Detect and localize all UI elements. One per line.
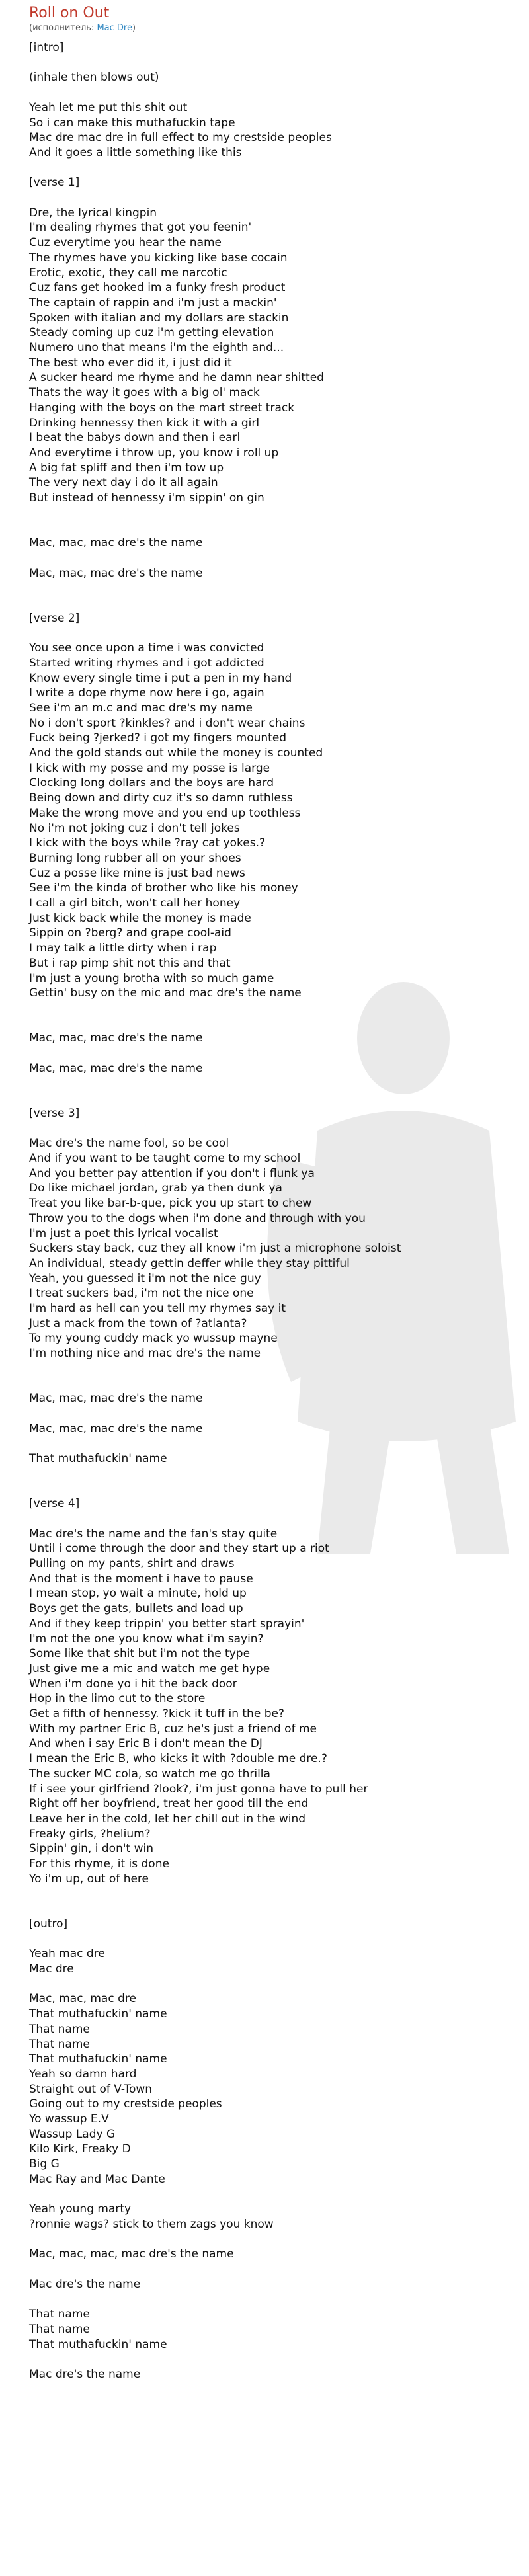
song-title: Roll on Out bbox=[29, 5, 110, 21]
song-header bbox=[0, 0, 529, 34]
performer-line bbox=[29, 22, 529, 34]
artist-link[interactable]: Mac Dre bbox=[97, 23, 132, 33]
performer-prefix: (исполнитель: bbox=[29, 23, 97, 33]
performer-suffix: ) bbox=[132, 23, 136, 33]
lyrics-text: [intro] (inhale then blows out) Yeah let me put this shit out So i can make this muthafuckin tape Mac dre mac dre in full effect to my crestside peoples And it goes a little something like this [verse 1] Dre, the lyrical kingpin I'm dealing rhymes that got you feenin' Cuz everytime you hear the name The rhymes have you kicking like base cocain Erotic, exotic, they call me narcotic Cuz fans get hooked im a funky fresh product The captain of rappin and i'm just a mackin' Spoken with italian and my dollars are stackin Steady coming up cuz i'm getting elevation Numero uno that means i'm the eighth and... The best who ever did it, i just did it A sucker heard me rhyme and he damn near shitted Thats the way it goes with a big ol' mack Hanging with the boys on the mart street track Drinking hennessy then kick it with a girl I beat the babys down and then i earl And everytime i throw up, you know i roll up A big fat spliff and then i'm tow up The very next day i do it all again But instead of hennessy i'm sippin' on gin Mac, mac, mac dre's the name Mac, mac, mac dre's the name [verse 2] You see once upon a time i was convicted Started writing rhymes and i got addicted Know every single time i put a pen in my hand I write a dope rhyme now here i go, again See i'm an m.c and mac dre's my name No i don't sport ?kinkles? and i don't wear chains Fuck being ?jerked? i got my fingers mounted And the gold stands out while the money is counted I kick with my posse and my posse is large Clocking long dollars and the boys are hard Being down and dirty cuz it's so damn ruthless Make the wrong move and you end up toothless No i'm not joking cuz i don't tell jokes I kick with the boys while ?ray cat yokes.? Burning long rubber all on your shoes Cuz a posse like mine is just bad news See i'm the kinda of brother who like his money I call a girl bitch, won't call her honey Just kick back while the money is made Sippin on ?berg? and grape cool-aid I may talk a little dirty when i rap But i rap pimp shit not this and that I'm just a young brotha with so much game Gettin' busy on the mic and mac dre's the name Mac, mac, mac dre's the name Mac, mac, mac dre's the name [verse 3] Mac dre's the name fool, so be cool And if you want to be taught come to my school And you better pay attention if you don't i flunk ya Do like michael jordan, grab ya then dunk ya Treat you like bar-b-que, pick you up start to chew Throw you to the dogs when i'm done and through with you I'm just a poet this lyrical vocalist Suckers stay back, cuz they all know i'm just a microphone soloist An individual, steady gettin deffer while they stay pittiful Yeah, you guessed it i'm not the nice guy I treat suckers bad, i'm not the nice one I'm hard as hell can you tell my rhymes say it Just a mack from the town of ?atlanta? To my young cuddy mack yo wussup mayne I'm nothing nice and mac dre's the name Mac, mac, mac dre's the name Mac, mac, mac dre's the name That muthafuckin' name [verse 4] Mac dre's the name and the fan's stay quite Until i come through the door and they start up a riot Pulling on my pants, shirt and draws And that is the moment i have to pause I mean stop, yo wait a minute, hold up Boys get the gats, bullets and load up And if they keep trippin' you better start sprayin' I'm not the one you know what i'm sayin? Some like that shit but i'm not the type Just give me a mic and watch me get hype When i'm done yo i hit the back door Hop in the limo cut to the store Get a fifth of hennessy. ?kick it tuff in the be? With my partner Eric B, cuz he's just a friend of me And when i say Eric B i don't mean the DJ I mean the Eric B, who kicks it with ?double me dre.? The sucker MC cola, so watch me go thrilla If i see your girlfriend ?look?, i'm just gonna have to pull her Right off her boyfriend, treat her good till the end Leave her in the cold, let her chill out in the wind Freaky girls, ?helium? Sippin' gin, i don't win For this rhyme, it is done Yo i'm up, out of here [outro] Yeah mac dre Mac dre Mac, mac, mac dre That muthafuckin' name That name That name That muthafuckin' name Yeah so damn hard Straight out of V-Town Going out to my crestside peoples Yo wassup E.V Wassup Lady G Kilo Kirk, Freaky D Big G Mac Ray and Mac Dante Yeah young marty ?ronnie wags? stick to them zags you know Mac, mac, mac, mac dre's the name Mac dre's the name That name That name That muthafuckin' name Mac dre's the name bbox=[29, 41, 401, 2381]
